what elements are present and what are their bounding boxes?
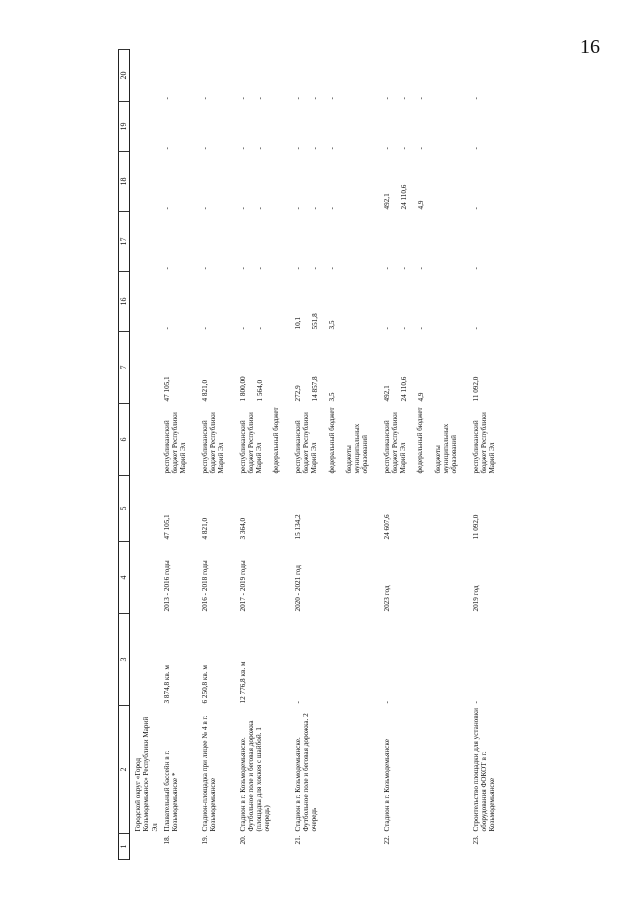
col-17-value: - [200,267,209,270]
col-7-value: 1 800,00 [238,376,247,402]
funding-source-value: бюджеты муниципальных образований [433,423,459,474]
funding-source [470,404,508,476]
col-20 [292,50,381,102]
period: 2013 - 2016 годы [162,560,171,612]
col-20-value: - [162,97,171,100]
col-20-value: - [328,97,337,100]
row-number: 18. [162,835,171,845]
column-header-6: 6 [119,404,130,476]
object-name: Стадион в г. Козьмодемьянске [382,739,391,832]
col-18 [161,152,199,212]
col-18 [381,152,470,212]
col-17-value: - [399,267,408,270]
col-19-value: - [328,147,337,150]
col-16-value: 10,1 [293,316,302,330]
period: 2023 год [382,585,391,612]
col-7-value: 4 821,0 [200,379,209,402]
rotated-table-wrapper [118,50,558,860]
col-20-value: - [200,97,209,100]
col-18-value: 4,9 [417,200,426,210]
funding-source-value: республиканский бюджет Республики Марий Эл [162,412,188,474]
funding-source [292,404,381,476]
col-19-value: - [382,147,391,150]
col-7 [237,332,292,404]
total-cost: 3 364,0 [238,517,247,540]
funding-source [199,404,237,476]
col-18-value: - [293,207,302,210]
col-18-value: - [255,207,264,210]
total-cost: 15 134,2 [293,514,302,540]
col-17-value: - [328,267,337,270]
funding-source-value: республиканский бюджет Республики Марий Эл [200,412,226,474]
col-20-value: - [399,97,408,100]
group-title: Городской округ «Город Козьмодемьянск» Республики Марий Эл [134,716,159,832]
funding-source-value: федеральный бюджет [272,407,281,474]
col-18 [292,152,381,212]
funding-source-value: федеральный бюджет [416,407,425,474]
funding-source-value: республиканский бюджет Республики Марий Эл [382,412,408,474]
col-18 [470,152,508,212]
col-16-value: - [382,327,391,330]
col-17-value: - [238,267,247,270]
col-7 [381,332,470,404]
object-name: Стадион в г. Козьмодемьянске. Футбольное поле и беговая дорожка. 2 очередь [293,713,319,832]
col-16-value: - [200,327,209,330]
funding-source-value: бюджеты муниципальных образований [344,423,370,474]
col-20 [161,50,199,102]
row-number: 21. [293,835,302,845]
total-cost: 24 607,6 [382,514,391,540]
col-7-value: 11 092,0 [471,376,480,402]
header-row [119,50,130,860]
col-17-value: - [417,267,426,270]
col-17 [199,212,237,272]
col-7 [292,332,381,404]
period: 2017 - 2019 годы [238,560,247,612]
total-cost: 47 105,1 [162,514,171,540]
col-18 [237,152,292,212]
col-19-value: - [471,147,480,150]
column-header-17: 17 [119,212,130,272]
col-17-value: - [310,267,319,270]
col-20-value: - [310,97,319,100]
funding-source [161,404,199,476]
col-19-value: - [238,147,247,150]
col-7 [199,332,237,404]
col-19-value: - [310,147,319,150]
capacity: 3 874,8 кв. м [162,665,171,704]
col-16-value: - [399,327,408,330]
col-19 [292,102,381,152]
object-name: Стадион-площадка при лицее № 4 в г. Козьмодемьянске [200,715,217,832]
total-cost: 4 821,0 [200,517,209,540]
investment-table [118,49,507,860]
col-20-value: - [238,97,247,100]
col-17-value: - [293,267,302,270]
column-header-3: 3 [119,614,130,706]
column-header-20: 20 [119,50,130,102]
col-18-value: - [200,207,209,210]
col-20-value: - [417,97,426,100]
col-7-value: 14 857,8 [310,376,319,402]
col-7-value: 3,5 [328,392,337,402]
col-17 [470,212,508,272]
col-7-value: 272,9 [293,385,302,402]
col-20-value: - [382,97,391,100]
col-7-value: 1 564,0 [255,379,264,402]
col-16-value: - [471,327,480,330]
col-17 [161,212,199,272]
group-row [130,50,161,860]
row-number: 20. [238,835,247,845]
col-19 [161,102,199,152]
col-18-value: - [162,207,171,210]
funding-source-value: республиканский бюджет Республики Марий Эл [238,412,264,474]
capacity: 6 250,8 кв. м [200,665,209,704]
col-18-value: - [471,207,480,210]
column-header-19: 19 [119,102,130,152]
column-header-18: 18 [119,152,130,212]
col-17 [292,212,381,272]
col-16-value: - [238,327,247,330]
funding-source [237,404,292,476]
object-name: Стадион в г. Козьмодемьянске. Футбольное поле и беговая дорожка (площадка для хоккея с шайбой. 1 очередь) [238,720,272,832]
col-7 [470,332,508,404]
funding-source-value: республиканский бюджет Республики Марий Эл [471,412,497,474]
col-7-value: 4,9 [417,392,426,402]
col-16 [199,272,237,332]
capacity: - [293,701,302,704]
object-name: Плавательный бассейн в г. Козьмодемьянске * [162,750,180,832]
funding-source [381,404,470,476]
col-20 [237,50,292,102]
col-18-value: - [238,207,247,210]
column-header-16: 16 [119,272,130,332]
object-name: Строительство площадки для установки оборудования ФОКОТ в г. Козьмодемьянске [471,708,497,832]
page-number: 16 [580,36,600,58]
col-20 [199,50,237,102]
col-16 [237,272,292,332]
table-row [381,50,470,860]
col-7-value: 492,1 [382,385,391,402]
column-header-4: 4 [119,542,130,614]
column-header-2: 2 [119,706,130,834]
table-row [237,50,292,860]
col-17-value: - [382,267,391,270]
col-20 [381,50,470,102]
row-number: 23. [471,835,480,845]
col-17 [381,212,470,272]
table-row [470,50,508,860]
period: 2019 год [471,585,480,612]
column-header-7: 7 [119,332,130,404]
col-18-value: 24 110,6 [399,184,408,210]
col-16-value: - [162,327,171,330]
col-16 [161,272,199,332]
col-7-value: 24 110,6 [399,376,408,402]
capacity: - [382,701,391,704]
col-18-value: - [328,207,337,210]
col-7 [161,332,199,404]
table-row [292,50,381,860]
col-16 [470,272,508,332]
col-16-value: - [417,327,426,330]
period: 2020 - 2021 год [293,565,302,612]
col-19-value: - [255,147,264,150]
col-16-value: 551,8 [310,313,319,330]
col-19-value: - [417,147,426,150]
funding-source-value: республиканский бюджет Республики Марий Эл [293,412,319,474]
col-16-value: 3,5 [328,320,337,330]
total-cost: 11 092,0 [471,514,480,540]
col-18-value: 492,1 [382,193,391,210]
capacity: 12 776,8 кв. м [238,661,247,704]
col-19-value: - [200,147,209,150]
col-16 [292,272,381,332]
funding-source-value: федеральный бюджет [327,407,336,474]
col-17-value: - [471,267,480,270]
column-header-5: 5 [119,476,130,542]
column-header-1: 1 [119,834,130,860]
table-body [130,50,508,860]
col-7-value: 47 105,1 [162,376,171,402]
col-19 [237,102,292,152]
col-19-value: - [293,147,302,150]
col-17 [237,212,292,272]
col-18-value: - [310,207,319,210]
col-19-value: - [162,147,171,150]
col-17-value: - [162,267,171,270]
col-16 [381,272,470,332]
col-19 [199,102,237,152]
row-number: 19. [200,835,209,845]
period: 2016 - 2018 годы [200,560,209,612]
row-number: 22. [382,835,391,845]
col-19-value: - [399,147,408,150]
col-17-value: - [255,267,264,270]
col-18 [199,152,237,212]
col-20-value: - [293,97,302,100]
col-20-value: - [471,97,480,100]
col-20 [470,50,508,102]
table-row [161,50,199,860]
col-20-value: - [255,97,264,100]
col-19 [381,102,470,152]
capacity: - [471,701,480,704]
col-19 [470,102,508,152]
col-16-value: - [255,327,264,330]
table-row [199,50,237,860]
